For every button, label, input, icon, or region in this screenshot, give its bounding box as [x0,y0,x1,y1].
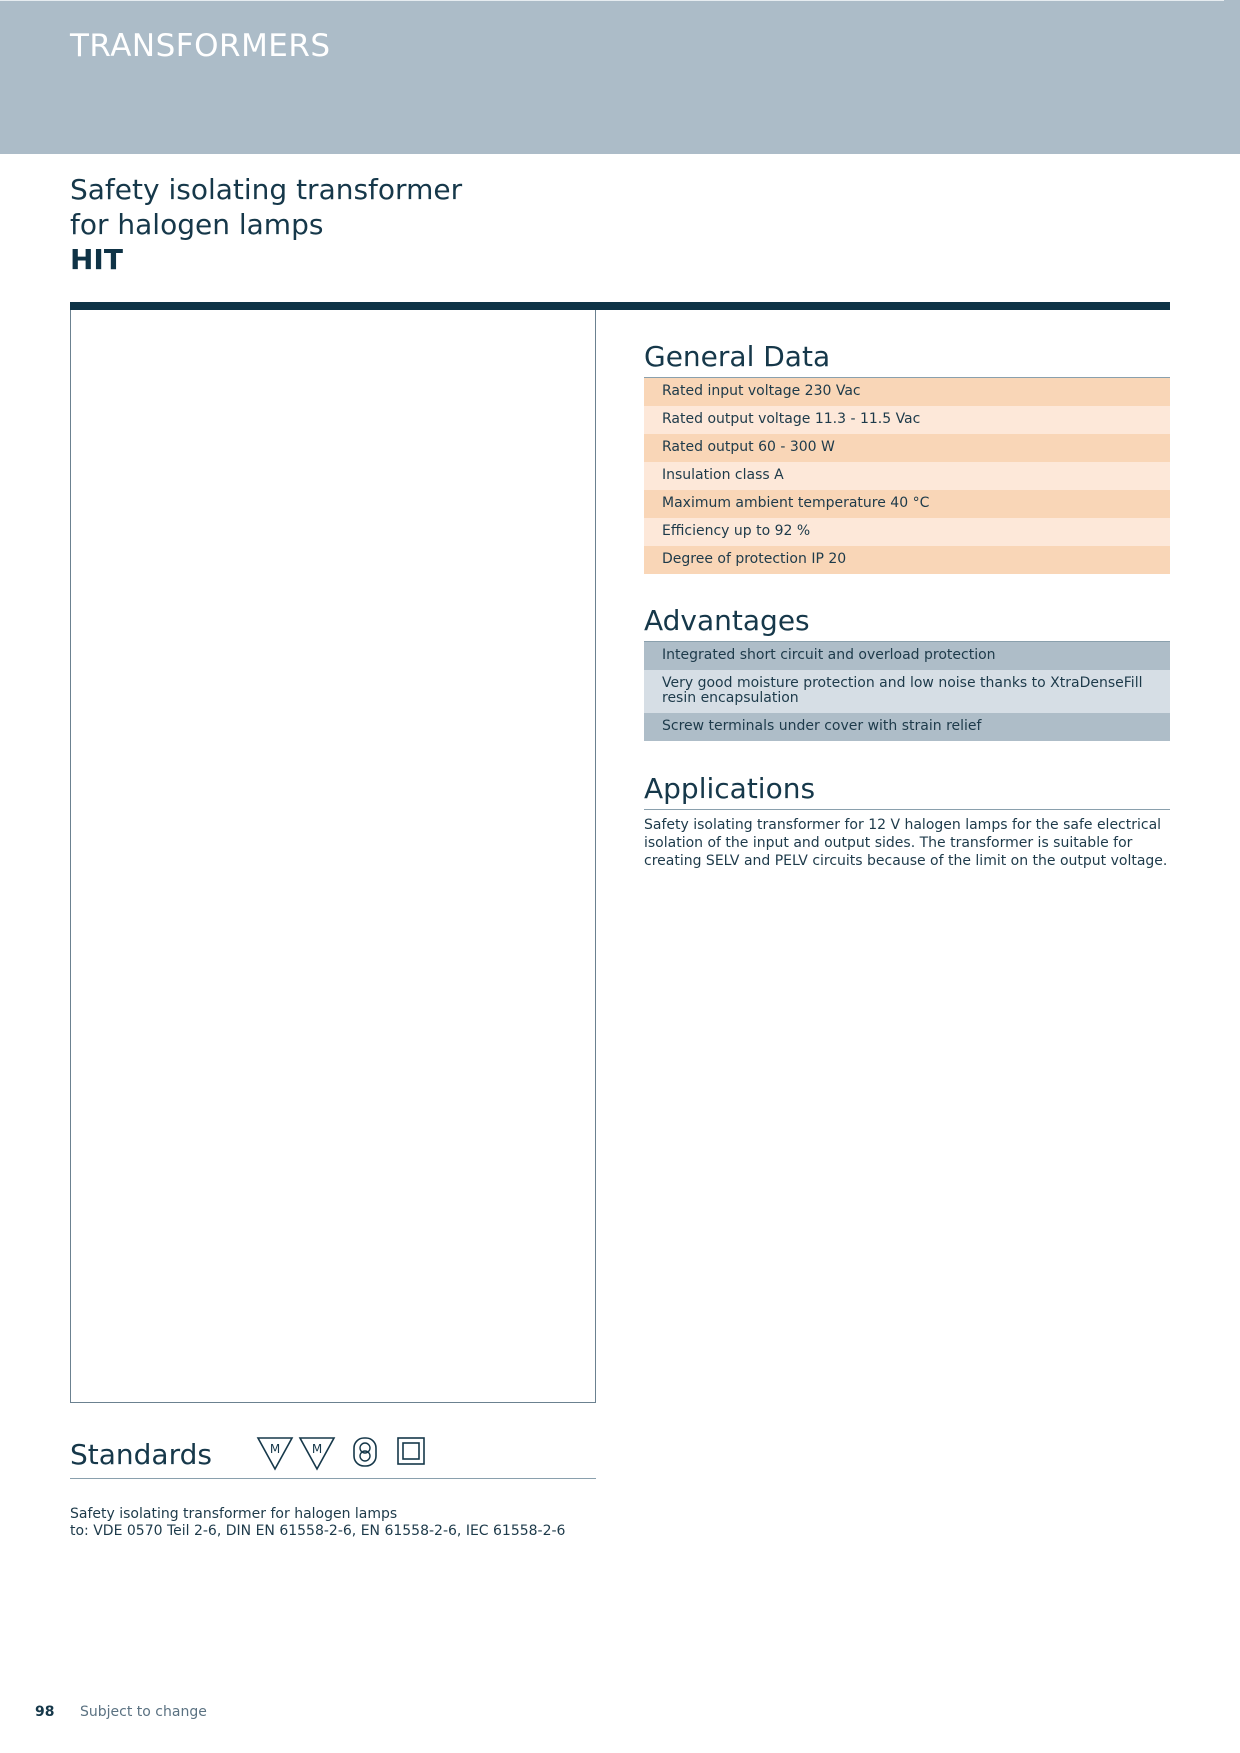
product-code: HIT [70,243,123,276]
advantages-heading: Advantages [644,604,1170,642]
standards-heading: Standards [70,1438,212,1471]
page-number: 98 [35,1704,55,1720]
safety-transformer-icon [352,1436,378,1468]
product-title [70,172,462,277]
general-data-heading: General Data [644,340,1170,378]
m-mark-icon [256,1436,294,1472]
footer-note: Subject to change [80,1704,207,1720]
product-title-line1: Safety isolating transformer [70,173,463,206]
advantages-row: Screw terminals under cover with strain relief [644,713,1170,741]
double-insulation-icon [396,1436,426,1466]
standards-header [70,1432,596,1479]
advantages-row: Integrated short circuit and overload protection [644,642,1170,670]
advantages-section [644,604,1170,741]
applications-text: Safety isolating transformer for 12 V halogen lamps for the safe electrical isolation of the input and output sides. The transformer is suitable for creating SELV and PELV circuits because of the limit on the output voltage. [644,817,1168,869]
general-data-row: Efficiency up to 92 % [644,518,1170,546]
general-data-row: Degree of protection IP 20 [644,546,1170,574]
applications-section [644,772,1170,870]
header-band [0,0,1240,154]
product-title-line2: for halogen lamps [70,208,324,241]
general-data-row: Rated input voltage 230 Vac [644,378,1170,406]
standards-text [70,1506,565,1540]
section-title: TRANSFORMERS [70,28,331,64]
top-rule [70,302,1170,310]
advantages-row: Very good moisture protection and low noise thanks to XtraDenseFill resin encapsulation [644,670,1170,713]
general-data-section [644,340,1170,574]
general-data-row: Rated output voltage 11.3 - 11.5 Vac [644,406,1170,434]
standards-line1: Safety isolating transformer for halogen lamps [70,1506,398,1522]
general-data-row: Maximum ambient temperature 40 °C [644,490,1170,518]
product-image-frame [70,310,596,1403]
m-mark-letter: M [311,1442,323,1456]
general-data-row: Rated output 60 - 300 W [644,434,1170,462]
general-data-row: Insulation class A [644,462,1170,490]
header-top-line [0,0,1224,1]
m-mark-letter: M [269,1442,281,1456]
standards-line2: to: VDE 0570 Teil 2-6, DIN EN 61558-2-6, EN 61558-2-6, IEC 61558-2-6 [70,1523,566,1539]
m-mark-icon [298,1436,336,1472]
applications-heading: Applications [644,772,1170,810]
